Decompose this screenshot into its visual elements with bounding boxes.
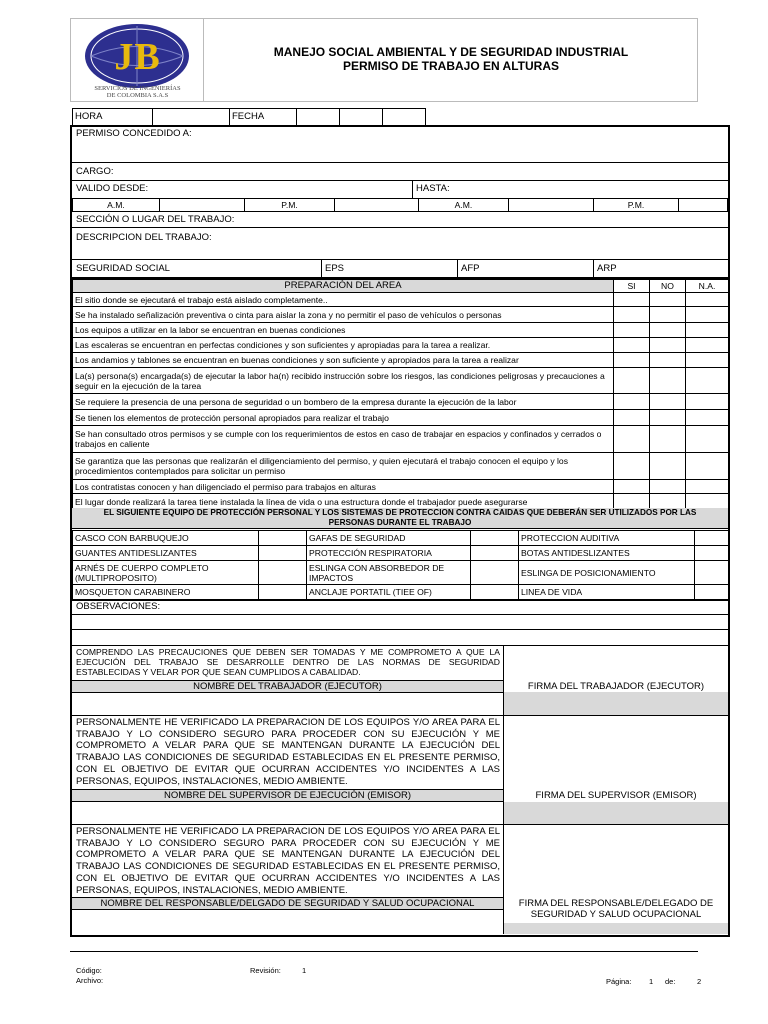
equipment-item: LINEA DE VIDA [519, 585, 695, 600]
equipment-check[interactable] [695, 531, 729, 546]
equipment-check[interactable] [695, 585, 729, 600]
check-na[interactable] [686, 368, 729, 394]
responsable-sign-line1: FIRMA DEL RESPONSABLE/DELEGADO DE [518, 898, 714, 909]
check-na[interactable] [686, 453, 729, 480]
equipment-item: ESLINGA DE POSICIONAMIENTO [519, 561, 695, 585]
checklist-item: Se han consultado otros permisos y se cumple con los requerimientos de estos en caso de trabajar en espacios y confinados y cerrados o trabajos en caliente [73, 426, 614, 453]
observaciones-line1[interactable] [72, 615, 728, 629]
check-si[interactable] [614, 368, 650, 394]
check-na[interactable] [686, 410, 729, 426]
checklist-item: Se garantiza que las personas que realizarán el diligenciamiento del permiso, y quien ejecutará el trabajo conocen el equipo y los procedimientos contemplados para solicitar un permiso [73, 453, 614, 480]
observaciones-label: OBSERVACIONES: [76, 601, 161, 612]
checklist-item: El lugar donde realizará la tarea tiene instalada la línea de vida o una estructura donde el trabajador puede asegurarse [73, 494, 614, 510]
permiso-concedido-field[interactable] [72, 140, 728, 162]
descripcion-field[interactable] [72, 244, 728, 260]
check-no[interactable] [650, 338, 686, 353]
supervisor-sign-label: FIRMA DEL SUPERVISOR (EMISOR) [535, 790, 697, 801]
worker-name-label: NOMBRE DEL TRABAJADOR (EJECUTOR) [193, 681, 382, 692]
fecha-label: FECHA [230, 109, 297, 126]
supervisor-name-field[interactable] [72, 802, 503, 824]
responsable-sign-field[interactable] [504, 923, 728, 934]
check-no[interactable] [650, 426, 686, 453]
hasta-am-label: A.M. [419, 199, 509, 212]
checklist-item: Las escaleras se encuentran en perfectas condiciones y son suficientes y apropiadas para la tarea a realizar. [73, 338, 614, 353]
check-si[interactable] [614, 353, 650, 368]
supervisor-declaration-text: PERSONALMENTE HE VERIFICADO LA PREPARACION DE LOS EQUIPOS Y/O AREA PARA EL TRABAJO Y LO CONSIDERO SEGURO PARA PROCEDER CON SU EJECUCIÓN Y ME COMPROMETO A VELAR PARA QUE SE MANTENGAN DURANTE LA EJECUCIÓN DEL TRABAJO LAS CONDICIONES DE SEGURIDAD ESTABLECIDAS EN EL PRESENTE PERMISO, CON EL OBJETIVO DE EVITAR QUE OCURRAN ACCIDENTES Y/O INCIDENTES A LAS PERSONAS, EQUIPOS, INSTALACIONES, MEDIO AMBIENTE. [76, 717, 500, 787]
footer-revision-label: Revisión: [250, 966, 281, 975]
check-si[interactable] [614, 480, 650, 494]
equipment-item: BOTAS ANTIDESLIZANTES [519, 546, 695, 561]
permiso-concedido-label: PERMISO CONCEDIDO A: [76, 128, 192, 139]
footer-pagina-label: Página: [606, 977, 632, 986]
fecha-year-field[interactable] [383, 109, 426, 126]
title-line1: MANEJO SOCIAL AMBIENTAL Y DE SEGURIDAD INDUSTRIAL [273, 45, 629, 59]
cargo-label: CARGO: [76, 166, 114, 177]
supervisor-sign-field[interactable] [504, 802, 728, 824]
fecha-day-field[interactable] [297, 109, 340, 126]
check-na[interactable] [686, 307, 729, 323]
check-na[interactable] [686, 293, 729, 307]
checklist-item: Se tienen los elementos de protección personal apropiados para realizar el trabajo [73, 410, 614, 426]
check-na[interactable] [686, 353, 729, 368]
worker-declaration-text: COMPRENDO LAS PRECAUCIONES QUE DEBEN SER TOMADAS Y ME COMPROMETO A QUE LA EJECUCIÓN DEL TRABAJO SE DESARROLLE DENTRO DE LAS NORMAS DE SEGURIDAD ESTABLECIDAS Y VELAR POR QUE SEAN CUMPLIDOS A CABALIDAD. [76, 647, 500, 677]
fecha-month-field[interactable] [340, 109, 383, 126]
equipment-item: PROTECCION AUDITIVA [519, 531, 695, 546]
eps-label: EPS [325, 263, 345, 274]
check-na[interactable] [686, 394, 729, 410]
equipment-item: ARNÉS DE CUERPO COMPLETO (MULTIPROPOSITO) [73, 561, 259, 585]
checklist-item: El sitio donde se ejecutará el trabajo está aislado completamente.. [73, 293, 614, 307]
checklist-item: Los equipos a utilizar en la labor se encuentran en buenas condiciones [73, 323, 614, 338]
equipment-check[interactable] [695, 561, 729, 585]
check-si[interactable] [614, 426, 650, 453]
responsable-sign-label [504, 898, 728, 920]
desde-pm-label: P.M. [245, 199, 335, 212]
footer-revision-value: 1 [302, 966, 307, 975]
equipment-check[interactable] [259, 561, 307, 585]
responsable-declaration-text: PERSONALMENTE HE VERIFICADO LA PREPARACION DE LOS EQUIPOS Y/O AREA PARA EL TRABAJO Y LO CONSIDERO SEGURO PARA PROCEDER CON SU EJECUCIÓN Y ME COMPROMETO A VELAR PARA QUE SE MANTENGAN DURANTE LA EJECUCIÓN DEL TRABAJO LAS CONDICIONES DE SEGURIDAD ESTABLECIDAS EN EL PRESENTE PERMISO, CON EL OBJETIVO DE EVITAR QUE OCURRAN ACCIDENTES Y/O INCIDENTES A LAS PERSONAS, EQUIPOS, INSTALACIONES, MEDIO AMBIENTE. [76, 826, 500, 896]
footer-archivo: Archivo: [76, 976, 104, 985]
document-title [205, 45, 697, 73]
worker-sign-label: FIRMA DEL TRABAJADOR (EJECUTOR) [527, 681, 705, 692]
logo-initials: JB [114, 36, 161, 78]
equipment-check[interactable] [471, 561, 519, 585]
check-no[interactable] [650, 480, 686, 494]
observaciones-line2[interactable] [72, 630, 728, 645]
check-si[interactable] [614, 338, 650, 353]
equipment-item: PROTECCIÓN RESPIRATORIA [307, 546, 471, 561]
seguridad-social-label: SEGURIDAD SOCIAL [76, 263, 170, 274]
logo-caption-line1: SERVICIOS DE INGENIERÍAS [94, 85, 181, 92]
check-si[interactable] [614, 307, 650, 323]
equipment-item: CASCO CON BARBUQUEJO [73, 531, 259, 546]
afp-label: AFP [461, 263, 480, 274]
col-no-header: NO [650, 280, 686, 293]
equipment-item: ANCLAJE PORTATIL (TIEE OF) [307, 585, 471, 600]
responsable-name-label: NOMBRE DEL RESPONSABLE/DELGADO DE SEGURIDAD Y SALUD OCUPACIONAL [100, 898, 475, 909]
equipment-item: GUANTES ANTIDESLIZANTES [73, 546, 259, 561]
footer-de-value: 2 [697, 977, 702, 986]
checklist-item: Se ha instalado señalización preventiva o cinta para aislar la zona y no permitir el paso de vehículos o personas [73, 307, 614, 323]
logo [71, 19, 204, 101]
hasta-pm-field[interactable] [679, 199, 728, 212]
check-no[interactable] [650, 453, 686, 480]
check-no[interactable] [650, 323, 686, 338]
equipment-title-line2: PERSONAS DURANTE EL TRABAJO [328, 518, 472, 527]
supervisor-name-label: NOMBRE DEL SUPERVISOR DE EJECUCIÓN (EMISOR) [163, 790, 412, 801]
checklist-title: PREPARACIÓN DEL AREA [73, 280, 614, 293]
check-si[interactable] [614, 410, 650, 426]
seccion-label: SECCIÓN O LUGAR DEL TRABAJO: [76, 214, 235, 225]
hasta-label: HASTA: [416, 183, 450, 194]
check-no[interactable] [650, 410, 686, 426]
responsable-name-field[interactable] [72, 910, 503, 934]
desde-pm-field[interactable] [335, 199, 419, 212]
hasta-am-field[interactable] [509, 199, 594, 212]
footer-de-label: de: [665, 977, 676, 986]
checklist-item: Los contratistas conocen y han diligenciado el permiso para trabajos en alturas [73, 480, 614, 494]
check-na[interactable] [686, 323, 729, 338]
hasta-pm-label: P.M. [594, 199, 679, 212]
worker-sign-field[interactable] [504, 692, 728, 715]
equipment-item: ESLINGA CON ABSORBEDOR DE IMPACTOS [307, 561, 471, 585]
hora-fecha-row [72, 108, 426, 126]
equipment-check[interactable] [259, 531, 307, 546]
equipment-check[interactable] [471, 531, 519, 546]
check-si[interactable] [614, 323, 650, 338]
check-no[interactable] [650, 293, 686, 307]
equipment-title-line1: EL SIGUIENTE EQUIPO DE PROTECCIÓN PERSONAL Y LOS SISTEMAS DE PROTECCION CONTRA CAIDAS QUE DEBERÁN SER UTILIZADOS POR LAS [103, 508, 697, 517]
check-no[interactable] [650, 307, 686, 323]
equipment-item: MOSQUETON CARABINERO [73, 585, 259, 600]
header-box [70, 18, 698, 102]
checklist-item: Se requiere la presencia de una persona de seguridad o un bombero de la empresa durante la ejecución de la labor [73, 394, 614, 410]
hora-label: HORA [73, 109, 153, 126]
valido-desde-label: VALIDO DESDE: [76, 183, 149, 194]
check-no[interactable] [650, 394, 686, 410]
equipment-check[interactable] [471, 546, 519, 561]
responsable-sign-line2: SEGURIDAD Y SALUD OCUPACIONAL [530, 909, 702, 920]
col-si-header: SI [614, 280, 650, 293]
equipment-check[interactable] [471, 585, 519, 600]
desde-am-field[interactable] [160, 199, 245, 212]
footer-divider [70, 951, 698, 952]
equipment-title [72, 508, 728, 528]
title-line2: PERMISO DE TRABAJO EN ALTURAS [342, 59, 559, 73]
equipment-check[interactable] [259, 585, 307, 600]
check-si[interactable] [614, 293, 650, 307]
col-na-header: N.A. [686, 280, 729, 293]
hora-field[interactable] [153, 109, 230, 126]
equipment-check[interactable] [259, 546, 307, 561]
worker-name-field[interactable] [72, 693, 503, 715]
arp-label: ARP [597, 263, 617, 274]
checklist-item: Los andamios y tablones se encuentran en buenas condiciones y son suficiente y apropiados para la tarea a realizar [73, 353, 614, 368]
equipment-check[interactable] [695, 546, 729, 561]
check-na[interactable] [686, 426, 729, 453]
check-na[interactable] [686, 480, 729, 494]
preparacion-checklist [72, 279, 729, 510]
footer-pagina-value: 1 [649, 977, 654, 986]
equipment-item: GAFAS DE SEGURIDAD [307, 531, 471, 546]
am-pm-row [72, 198, 728, 212]
check-na[interactable] [686, 338, 729, 353]
desde-am-label: A.M. [73, 199, 160, 212]
check-si[interactable] [614, 394, 650, 410]
checklist-item: La(s) persona(s) encargada(s) de ejecutar la labor ha(n) recibido instrucción sobre los riesgos, las condiciones peligrosas y precauciones a seguir en la ejecución de la tarea [73, 368, 614, 394]
check-no[interactable] [650, 353, 686, 368]
footer-codigo: Código: [76, 966, 102, 975]
logo-caption-line2: DE COLOMBIA S.A.S [106, 92, 169, 99]
equipment-table [72, 530, 729, 600]
descripcion-label: DESCRIPCION DEL TRABAJO: [76, 232, 212, 243]
check-si[interactable] [614, 453, 650, 480]
check-no[interactable] [650, 368, 686, 394]
